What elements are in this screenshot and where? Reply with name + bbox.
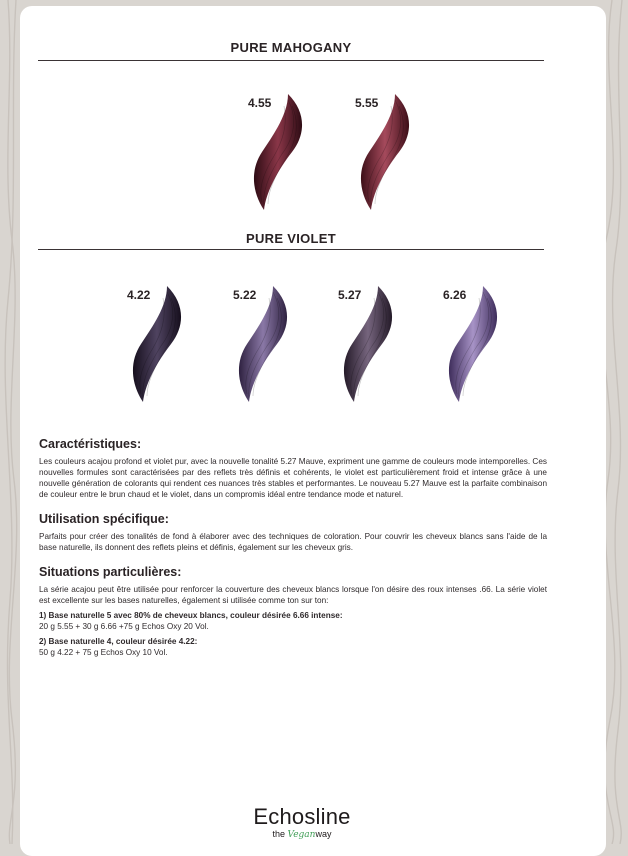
shade-code: 5.27 xyxy=(338,288,362,302)
heading-characteristics: Caractéristiques: xyxy=(39,437,142,451)
hair-swatch-icon xyxy=(127,284,207,404)
heading-particular-situations: Situations particulières: xyxy=(39,565,182,579)
hair-swatch-icon xyxy=(233,284,313,404)
shade-swatch xyxy=(338,284,418,404)
hair-swatch-icon xyxy=(248,92,328,212)
shade-code: 4.55 xyxy=(248,96,272,110)
case-recipe: 50 g 4.22 + 75 g Echos Oxy 10 Vol. xyxy=(39,648,168,657)
section-divider xyxy=(38,60,544,61)
shade-code: 5.55 xyxy=(355,96,379,110)
shade-swatch xyxy=(127,284,207,404)
hair-swatch-icon xyxy=(338,284,418,404)
tagline-end: way xyxy=(315,829,332,839)
logo-tagline xyxy=(227,829,377,840)
shade-code: 5.22 xyxy=(233,288,257,302)
hair-swatch-icon xyxy=(443,284,523,404)
shade-swatch xyxy=(248,92,328,212)
shade-swatch xyxy=(443,284,523,404)
shade-swatch xyxy=(355,92,435,212)
shade-code: 6.26 xyxy=(443,288,467,302)
heading-specific-use: Utilisation spécifique: xyxy=(39,512,169,526)
hair-swatch-icon xyxy=(355,92,435,212)
echosline-logo xyxy=(227,805,377,840)
tagline-start: the xyxy=(272,829,286,839)
section-title-mahogany: PURE MAHOGANY xyxy=(230,40,352,55)
shade-swatch xyxy=(233,284,313,404)
case-title: 2) Base naturelle 4, couleur désirée 4.22: xyxy=(39,637,198,646)
logo-wordmark: Echosline xyxy=(253,804,351,829)
text-characteristics: Les couleurs acajou profond et violet pur, avec la nouvelle tonalité 5.27 Mauve, expriment une gamme de couleurs mode intemporelles. Ces nouvelles formules sont caractérisées par des reflets très définis et cohérents, le violet est particulièrement froid et intense grâce à une nouvelle génération de colorants qui rendent ces nuances très stables et performantes. Le nouveau 5.27 Mauve est la parfaite combinaison de couleur entre le brun chaud et le violet, dans un compromis idéal entre tendance mode et naturel. xyxy=(39,457,547,499)
case-title: 1) Base naturelle 5 avec 80% de cheveux blancs, couleur désirée 6.66 intense: xyxy=(39,611,343,620)
description-block xyxy=(39,437,547,658)
section-divider xyxy=(38,249,544,250)
text-specific-use: Parfaits pour créer des tonalités de fond à élaborer avec des techniques de coloration. Pour couvrir les cheveux blancs sans l'aide de la base naturelle, ils donnent des reflets pleins et définis, également sur les cheveux gris. xyxy=(39,532,547,552)
text-particular-situations: La série acajou peut être utilisée pour renforcer la couverture des cheveux blancs lorsque l'on désire des roux intenses .66. La série violet est excellente sur les bases naturelles, également si utilisée comme ton sur ton: xyxy=(39,585,547,605)
tagline-vegan: Vegan xyxy=(287,830,316,840)
section-title-violet: PURE VIOLET xyxy=(246,231,336,246)
case-recipe: 20 g 5.55 + 30 g 6.66 +75 g Echos Oxy 20 Vol. xyxy=(39,622,209,631)
shade-code: 4.22 xyxy=(127,288,151,302)
